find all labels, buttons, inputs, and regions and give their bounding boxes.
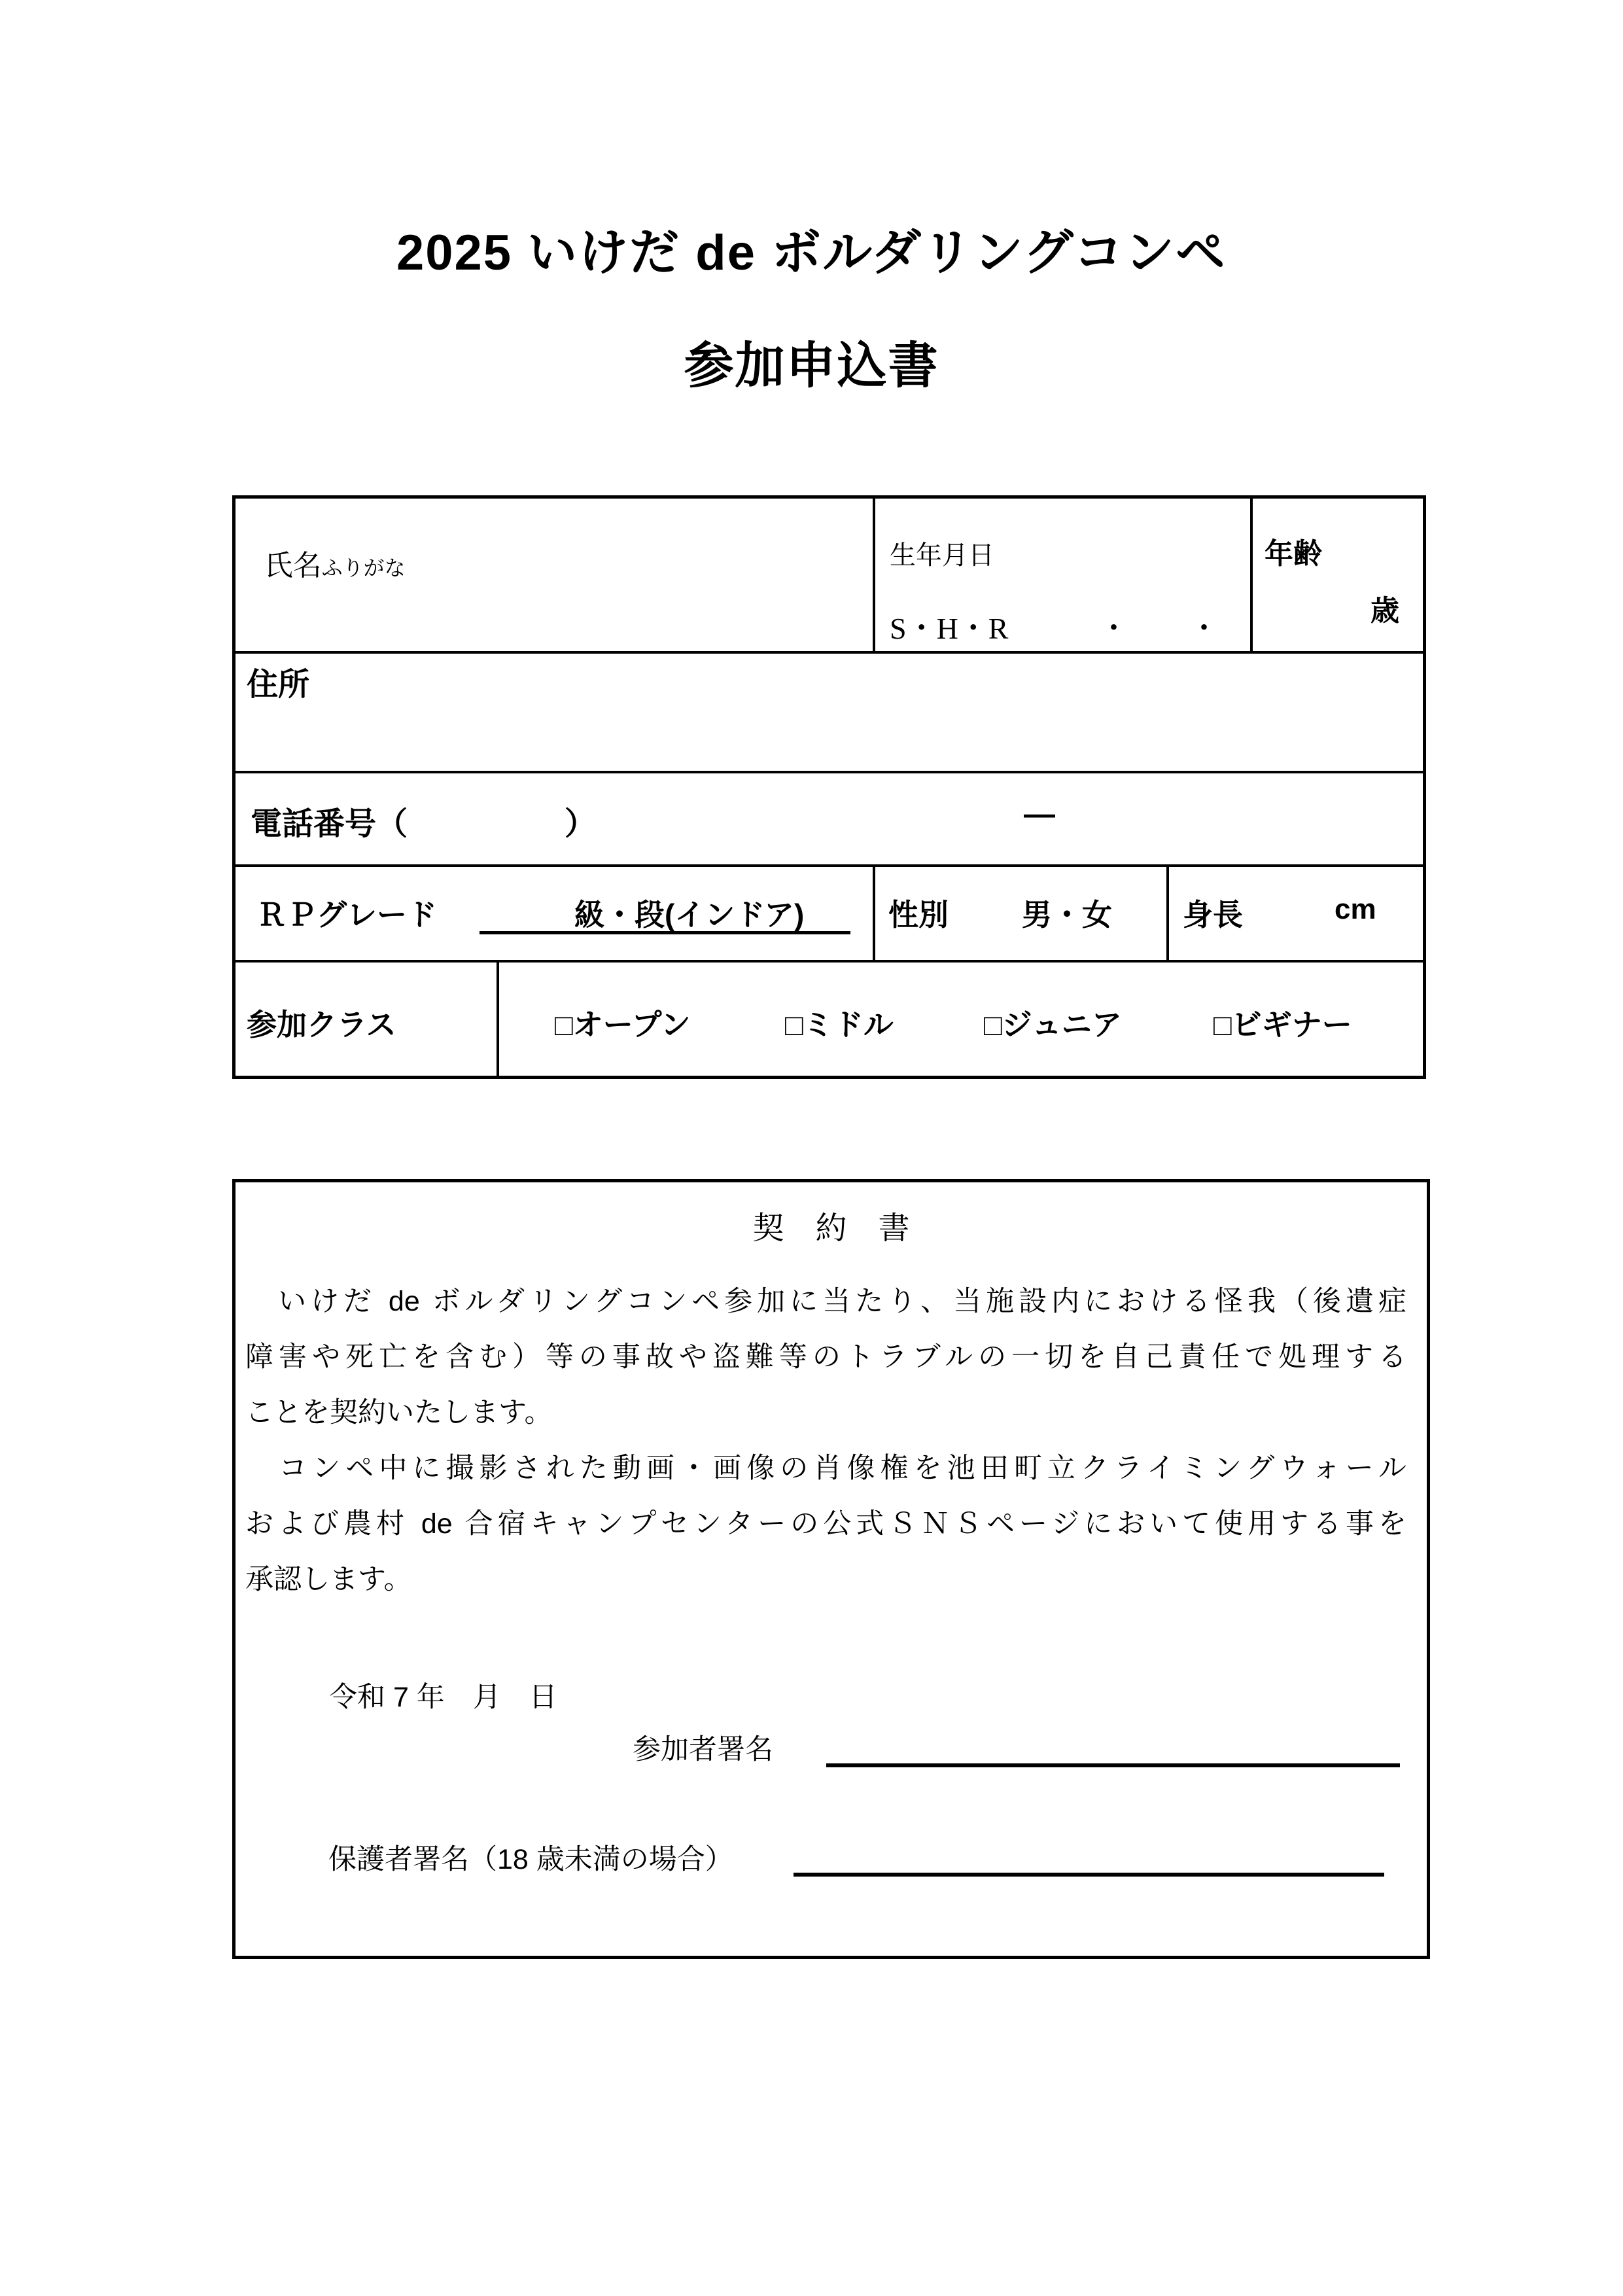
contract-body-line: いけだ de ボルダリングコンペ参加に当たり、当施設内における怪我（後遺症 [245, 1286, 1406, 1317]
class-label: 参加クラス [247, 1008, 396, 1042]
page-title: 2025 いけだ de ボルダリングコンペ [396, 225, 1227, 281]
table-col-divider [873, 499, 875, 651]
phone-label-line: 電話番号（ ） [251, 807, 597, 841]
rp-grade-value: 級・段(インドア) [574, 898, 805, 932]
table-row-divider [236, 864, 1423, 867]
contract-date-line: 令和 7 年 月 日 [329, 1682, 557, 1713]
table-col-divider [1166, 864, 1169, 960]
checkbox-option-open[interactable]: □オープン [555, 1008, 691, 1042]
checkbox-option-middle[interactable]: □ミドル [785, 1008, 894, 1042]
birthdate-era-line: S・H・R ・ ・ [890, 612, 1219, 645]
name-field-label [247, 530, 406, 595]
address-label: 住所 [247, 667, 310, 702]
furigana-label: ふりがな [321, 556, 406, 580]
name-label: 氏名 [264, 550, 322, 582]
contract-body-line: および農村 de 合宿キャンプセンターの公式ＳＮＳページにおいて使用する事を [245, 1508, 1406, 1540]
birthdate-label: 生年月日 [890, 541, 994, 570]
guardian-signature-line [794, 1873, 1384, 1877]
applicant-table [232, 495, 1426, 1079]
phone-dash: ― [1024, 797, 1055, 832]
table-row-divider [236, 960, 1423, 963]
contract-body-line: 障害や死亡を含む）等の事故や盗難等のトラブルの一切を自己責任で処理する [245, 1341, 1406, 1373]
contract-body-line: ことを契約いたします。 [245, 1397, 553, 1428]
page-subtitle: 参加申込書 [684, 338, 939, 394]
rp-grade-label: ＲＰグレード [256, 898, 437, 932]
age-unit-label: 歳 [1370, 595, 1399, 627]
table-col-divider [1250, 499, 1253, 651]
table-col-divider [873, 864, 875, 960]
contract-body-line: 承認します。 [245, 1564, 412, 1595]
age-label: 年齢 [1265, 538, 1322, 570]
checkbox-option-junior[interactable]: □ジュニア [984, 1008, 1122, 1042]
height-unit-label: cm [1335, 893, 1376, 925]
table-col-divider [497, 960, 499, 1079]
participant-signature-label: 参加者署名 [633, 1734, 773, 1765]
gender-label: 性別 [888, 898, 949, 932]
contract-body-line: コンペ中に撮影された動画・画像の肖像権を池田町立クライミングウォール [245, 1453, 1406, 1484]
contract-title: 契 約 書 [752, 1211, 910, 1246]
table-row-divider [236, 771, 1423, 773]
gender-options: 男・女 [1022, 898, 1112, 932]
checkbox-option-beginner[interactable]: □ビギナー [1213, 1008, 1352, 1042]
guardian-signature-label: 保護者署名（18 歳未満の場合） [328, 1844, 733, 1875]
height-label: 身長 [1183, 898, 1243, 932]
table-row-divider [236, 651, 1423, 654]
participant-signature-line [826, 1763, 1400, 1767]
